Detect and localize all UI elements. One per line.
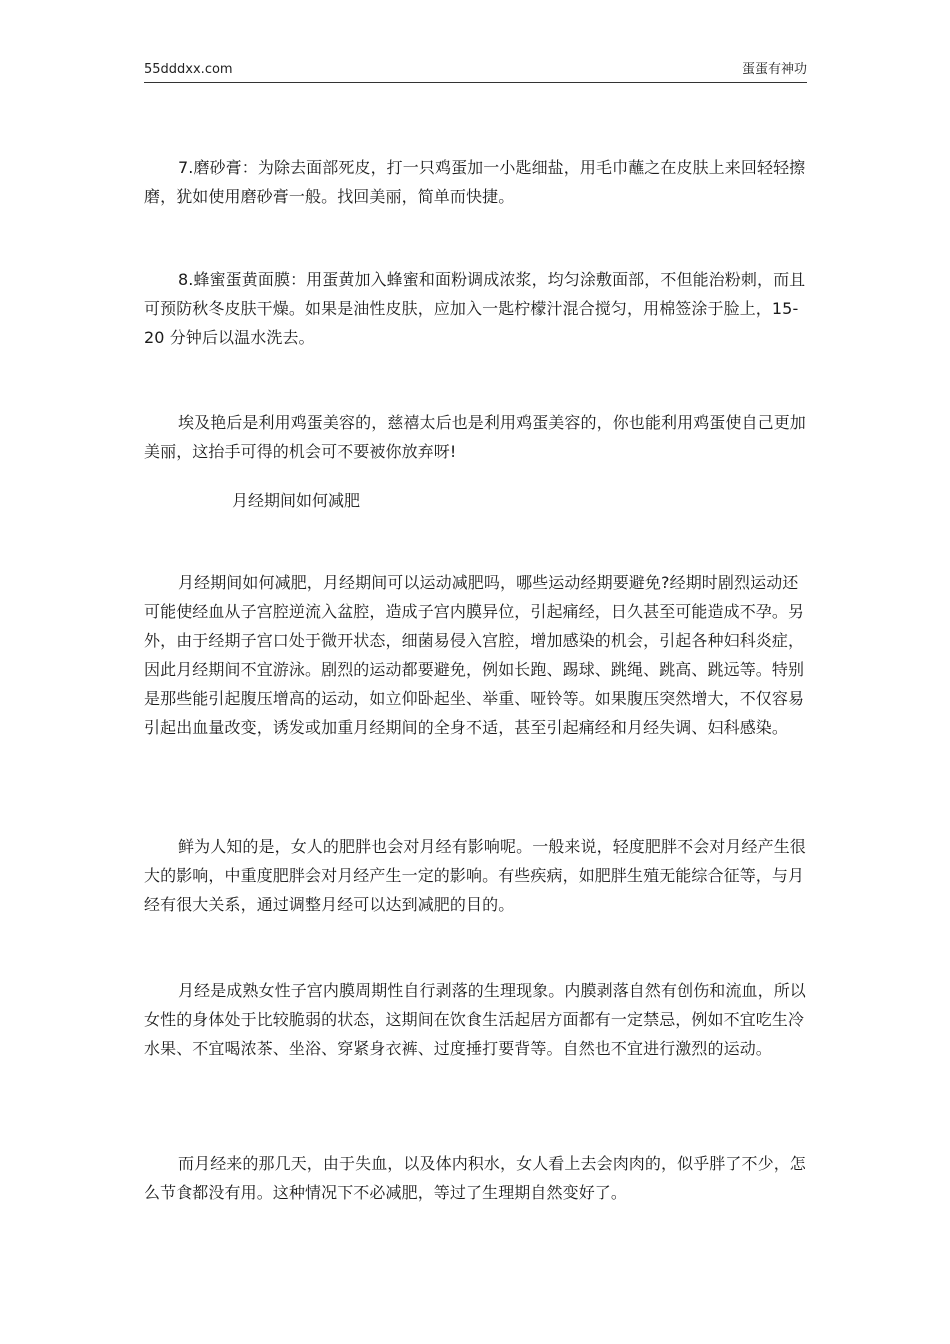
paragraph-honey-mask: 8.蜂蜜蛋黄面膜：用蛋黄加入蜂蜜和面粉调成浓浆，均匀涂敷面部，不但能治粉刺，而且可预防秋冬皮肤干燥。如果是油性皮肤，应加入一匙柠檬汁混合搅匀，用棉签涂于脸上，15-20 分钟后以温水洗去。 (144, 270, 806, 347)
site-domain: 55dddxx.com (144, 62, 233, 77)
paragraph-menstruation: 月经是成熟女性子宫内膜周期性自行剥落的生理现象。内膜剥落自然有创伤和流血，所以女性的身体处于比较脆弱的状态，这期间在饮食生活起居方面都有一定禁忌，例如不宜吃生冷水果、不宜喝浓茶、坐浴、穿紧身衣裤、过度捶打要背等。自然也不宜进行激烈的运动。 (144, 981, 806, 1058)
paragraph-egg-beauty: 埃及艳后是利用鸡蛋美容的，慈禧太后也是利用鸡蛋美容的，你也能利用鸡蛋使自己更加美丽，这抬手可得的机会可不要被你放弃呀! (144, 413, 806, 461)
paragraph-weight: 而月经来的那几天，由于失血，以及体内积水，女人看上去会肉肉的，似乎胖了不少，怎么节食都没有用。这种情况下不必减肥，等过了生理期自然变好了。 (144, 1154, 806, 1202)
paragraph-exercise: 月经期间如何减肥，月经期间可以运动减肥吗，哪些运动经期要避免?经期时剧烈运动还可能使经血从子宫腔逆流入盆腔，造成子宫内膜异位，引起痛经，日久甚至可能造成不孕。另外，由于经期子宫口处于微开状态，细菌易侵入宫腔，增加感染的机会，引起各种妇科炎症，因此月经期间不宜游泳。剧烈的运动都要避免，例如长跑、踢球、跳绳、跳高、跳远等。特别是那些能引起腹压增高的运动，如立仰卧起坐、举重、哑铃等。如果腹压突然增大，不仅容易引起出血量改变，诱发或加重月经期间的全身不适，甚至引起痛经和月经失调、妇科感染。 (144, 573, 805, 737)
page-header (144, 60, 807, 83)
article-subtitle: 月经期间如何减肥 (232, 491, 361, 510)
paragraph-obesity: 鲜为人知的是，女人的肥胖也会对月经有影响呢。一般来说，轻度肥胖不会对月经产生很大的影响，中重度肥胖会对月经产生一定的影响。有些疾病，如肥胖生殖无能综合征等，与月经有很大关系，通过调整月经可以达到减肥的目的。 (144, 837, 806, 914)
section-title: 蛋蛋有神功 (741, 62, 807, 77)
paragraph-scrub: 7.磨砂膏：为除去面部死皮，打一只鸡蛋加一小匙细盐，用毛巾蘸之在皮肤上来回轻轻擦磨，犹如使用磨砂膏一般。找回美丽，简单而快捷。 (144, 158, 806, 206)
